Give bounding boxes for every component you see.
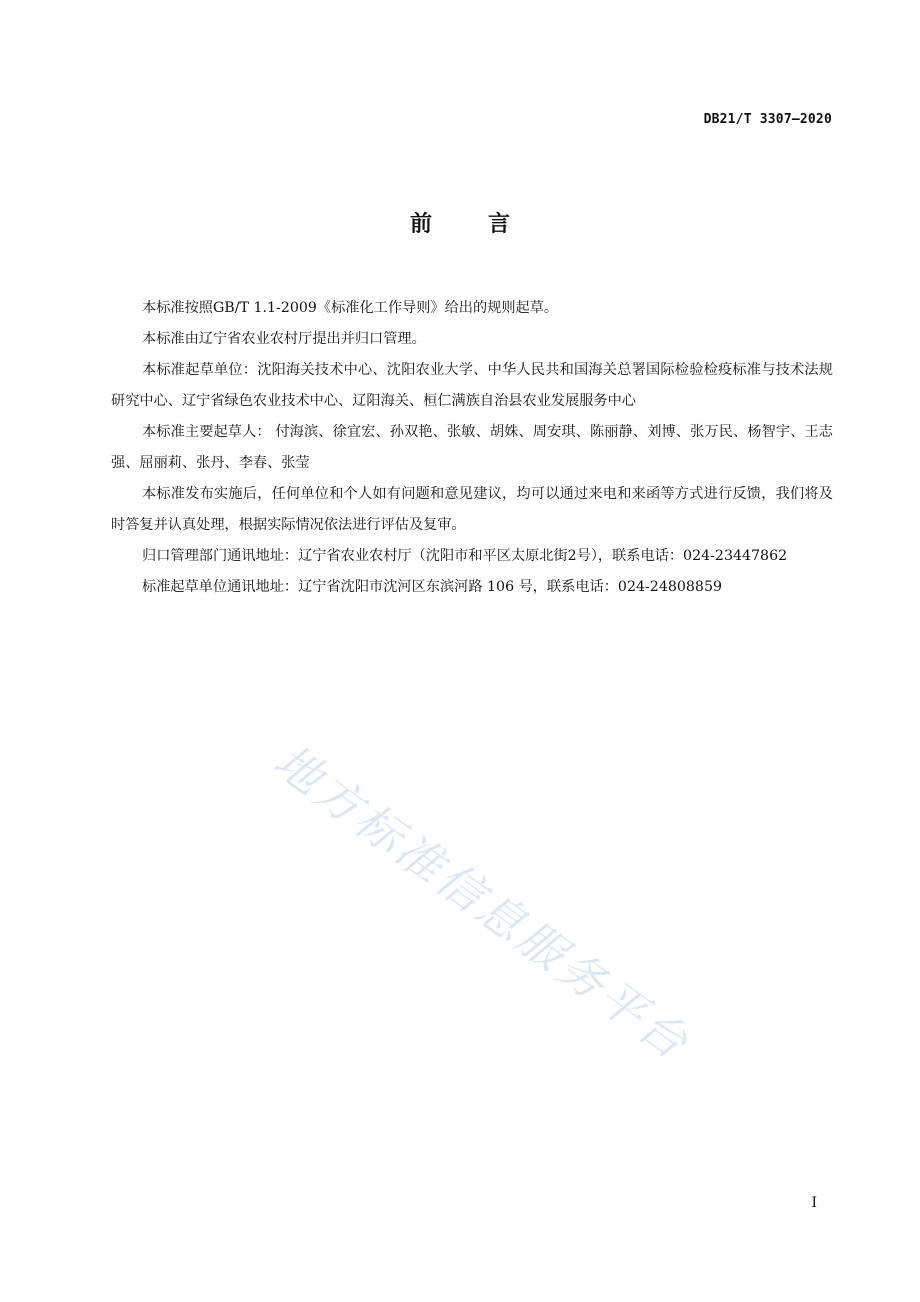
page-title-char-2: 言 <box>488 212 511 237</box>
paragraph-feedback: 本标准发布实施后，任何单位和个人如有问题和意见建议，均可以通过来电和来函等方式进行反馈，我们将及时答复并认真处理，根据实际情况依法进行评估及复审。 <box>111 486 833 533</box>
paragraph-drafting-units: 本标准起草单位：沈阳海关技术中心、沈阳农业大学、中华人民共和国海关总署国际检验检疫标准与技术法规研究中心、辽宁省绿色农业技术中心、辽阳海关、桓仁满族自治县农业发展服务中心 <box>111 362 833 409</box>
paragraph-drafting-rules: 本标准按照GB/T 1.1-2009《标准化工作导则》给出的规则起草。 <box>142 300 559 316</box>
paragraph-proposer: 本标准由辽宁省农业农村厅提出并归口管理。 <box>142 331 426 347</box>
paragraph-admin-address: 归口管理部门通讯地址：辽宁省农业农村厅（沈阳市和平区太原北街2号），联系电话：024-23447862 <box>142 548 788 564</box>
document-code: DB21/T 3307—2020 <box>703 112 832 127</box>
paragraph-drafters: 本标准主要起草人： 付海滨、徐宜宏、孙双艳、张敏、胡姝、周安琪、陈丽静、刘博、张万民、杨智宇、王志强、屈丽莉、张丹、李春、张莹 <box>111 424 833 471</box>
page-title-char-1: 前 <box>409 212 432 237</box>
page-title <box>0 207 920 238</box>
page-number: I <box>811 1195 817 1211</box>
watermark: 地方标准信息服务平台 <box>264 733 701 1072</box>
foreword-body <box>111 293 833 603</box>
paragraph-drafter-address: 标准起草单位通讯地址：辽宁省沈阳市沈河区东滨河路 106 号，联系电话：024-24808859 <box>142 579 722 595</box>
